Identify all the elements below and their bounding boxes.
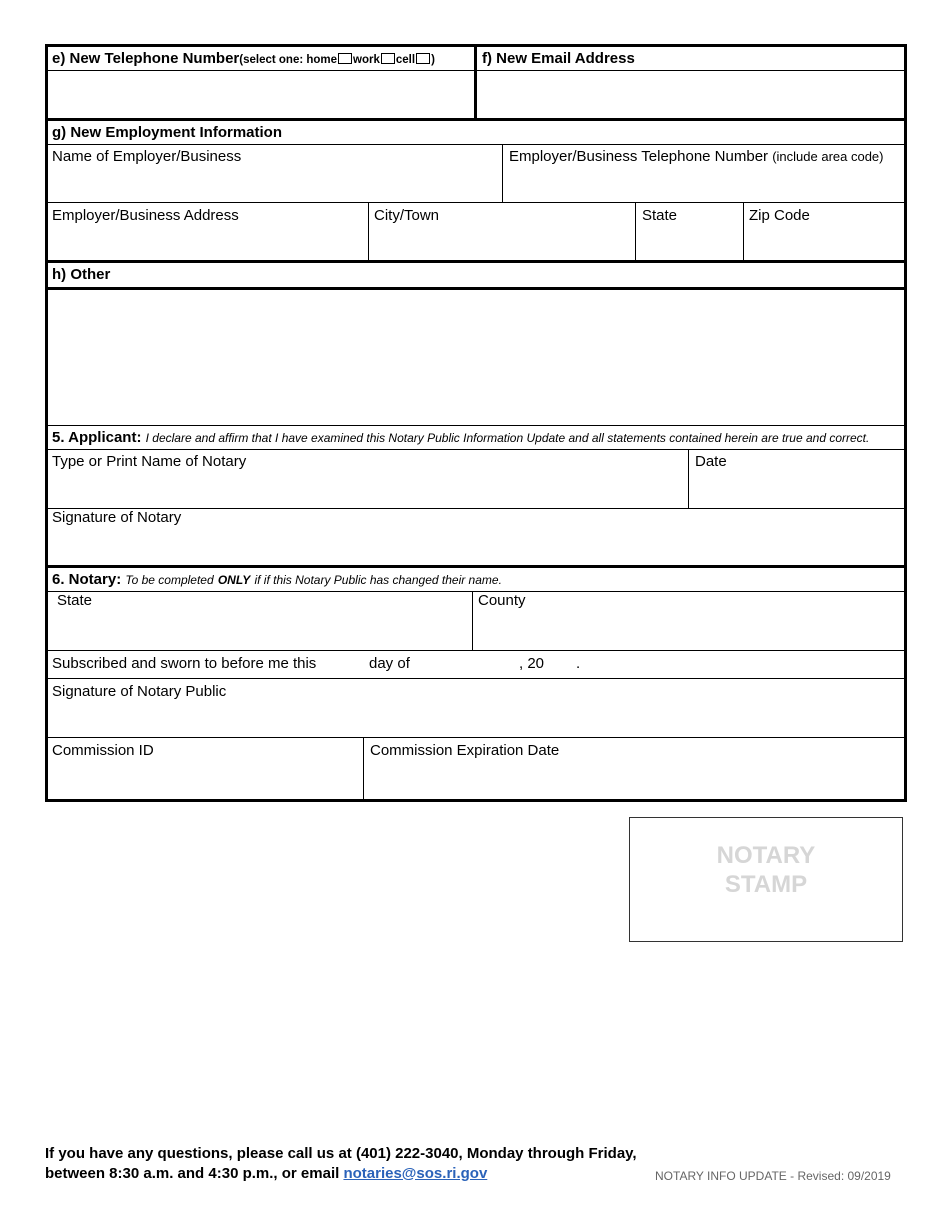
email-section-title: f) New Email Address (482, 50, 635, 67)
work-checkbox[interactable] (381, 53, 395, 64)
employer-address-input[interactable] (48, 226, 368, 259)
form-border-bottom (45, 799, 907, 802)
notary-note-a: To be completed (125, 573, 214, 587)
sworn-year-input[interactable] (549, 652, 575, 676)
employer-phone-label (509, 148, 884, 165)
divider (45, 650, 907, 651)
sworn-month-input[interactable] (416, 652, 516, 676)
select-cell-label: cell (395, 54, 416, 66)
phone-select-text (239, 54, 435, 66)
date-label: Date (695, 453, 727, 470)
email-input[interactable] (477, 71, 904, 119)
phone-input[interactable] (48, 71, 474, 119)
footer-contact (45, 1144, 637, 1183)
divider (45, 118, 907, 121)
employer-state-input[interactable] (636, 226, 743, 259)
print-name-label: Type or Print Name of Notary (52, 453, 247, 470)
date-input[interactable] (689, 472, 904, 507)
divider (45, 144, 907, 145)
select-work-label: work (353, 54, 380, 66)
email-link[interactable]: notaries@sos.ri.gov (343, 1164, 488, 1182)
county-input[interactable] (473, 612, 904, 649)
applicant-title-text: 5. Applicant: (52, 429, 142, 446)
print-name-input[interactable] (48, 472, 688, 507)
divider (45, 678, 907, 679)
notary-state-input[interactable] (48, 612, 472, 649)
divider (45, 565, 907, 568)
notary-section-title (52, 571, 502, 589)
commission-id-input[interactable] (48, 761, 363, 798)
employer-name-label: Name of Employer/Business (52, 148, 242, 165)
employer-state-label: State (642, 207, 678, 224)
notary-title-text: 6. Notary: (52, 571, 122, 588)
employer-phone-note: (include area code) (772, 149, 884, 164)
divider (45, 202, 907, 203)
employer-phone-input[interactable] (503, 166, 904, 201)
sworn-day-of: day of (369, 655, 410, 672)
footer-line1: If you have any questions, please call us at (401) 222-3040, Monday through Friday, (45, 1145, 637, 1162)
notary-signature-field[interactable] (48, 528, 904, 565)
employer-address-label: Employer/Business Address (52, 207, 239, 224)
divider (45, 425, 907, 426)
cell-checkbox[interactable] (416, 53, 430, 64)
divider (45, 737, 907, 738)
notary-note-b: if if this Notary Public has changed their name. (254, 573, 502, 587)
applicant-section-title (52, 429, 869, 447)
commission-id-label: Commission ID (52, 742, 154, 759)
zip-label: Zip Code (749, 207, 810, 224)
stamp-line2: STAMP (724, 871, 808, 898)
sworn-text: Subscribed and sworn to before me this (52, 655, 317, 672)
select-close: ) (431, 54, 435, 66)
footer-line2 (45, 1164, 637, 1184)
other-section-title: h) Other (52, 266, 111, 283)
sworn-day-input[interactable] (330, 652, 366, 676)
county-label: County (478, 592, 526, 609)
applicant-declaration: I declare and affirm that I have examined this Notary Public Information Update and all statements contained herein are true and correct. (145, 431, 870, 445)
select-home-label: (select one: home (239, 54, 338, 66)
sworn-period: . (576, 655, 581, 672)
notary-note-only: ONLY (217, 573, 251, 587)
other-textarea[interactable] (48, 290, 904, 424)
home-checkbox[interactable] (338, 53, 352, 64)
divider (45, 260, 907, 263)
notary-state-label: State (57, 592, 93, 609)
notary-public-signature-field[interactable] (48, 702, 904, 737)
employer-name-input[interactable] (48, 166, 502, 201)
stamp-line1: NOTARY (716, 842, 816, 869)
notary-public-signature-label: Signature of Notary Public (52, 683, 227, 700)
phone-section-title (52, 50, 435, 69)
employment-section-title: g) New Employment Information (52, 124, 283, 141)
footer-line2-text: between 8:30 a.m. and 4:30 p.m., or email (45, 1164, 340, 1182)
notary-signature-label: Signature of Notary (52, 509, 182, 526)
sworn-year-prefix: , 20 (519, 655, 545, 672)
divider (45, 449, 907, 450)
notary-stamp-box (629, 817, 903, 942)
employer-phone-text: Employer/Business Telephone Number (509, 148, 769, 165)
zip-input[interactable] (744, 226, 904, 259)
city-label: City/Town (374, 207, 440, 224)
commission-expiration-label: Commission Expiration Date (370, 742, 560, 759)
revision-note: NOTARY INFO UPDATE - Revised: 09/2019 (655, 1169, 891, 1183)
city-input[interactable] (369, 226, 635, 259)
form-border-right (904, 44, 907, 802)
commission-expiration-input[interactable] (364, 761, 904, 798)
divider (45, 591, 907, 592)
phone-title-text: e) New Telephone Number (52, 50, 240, 67)
